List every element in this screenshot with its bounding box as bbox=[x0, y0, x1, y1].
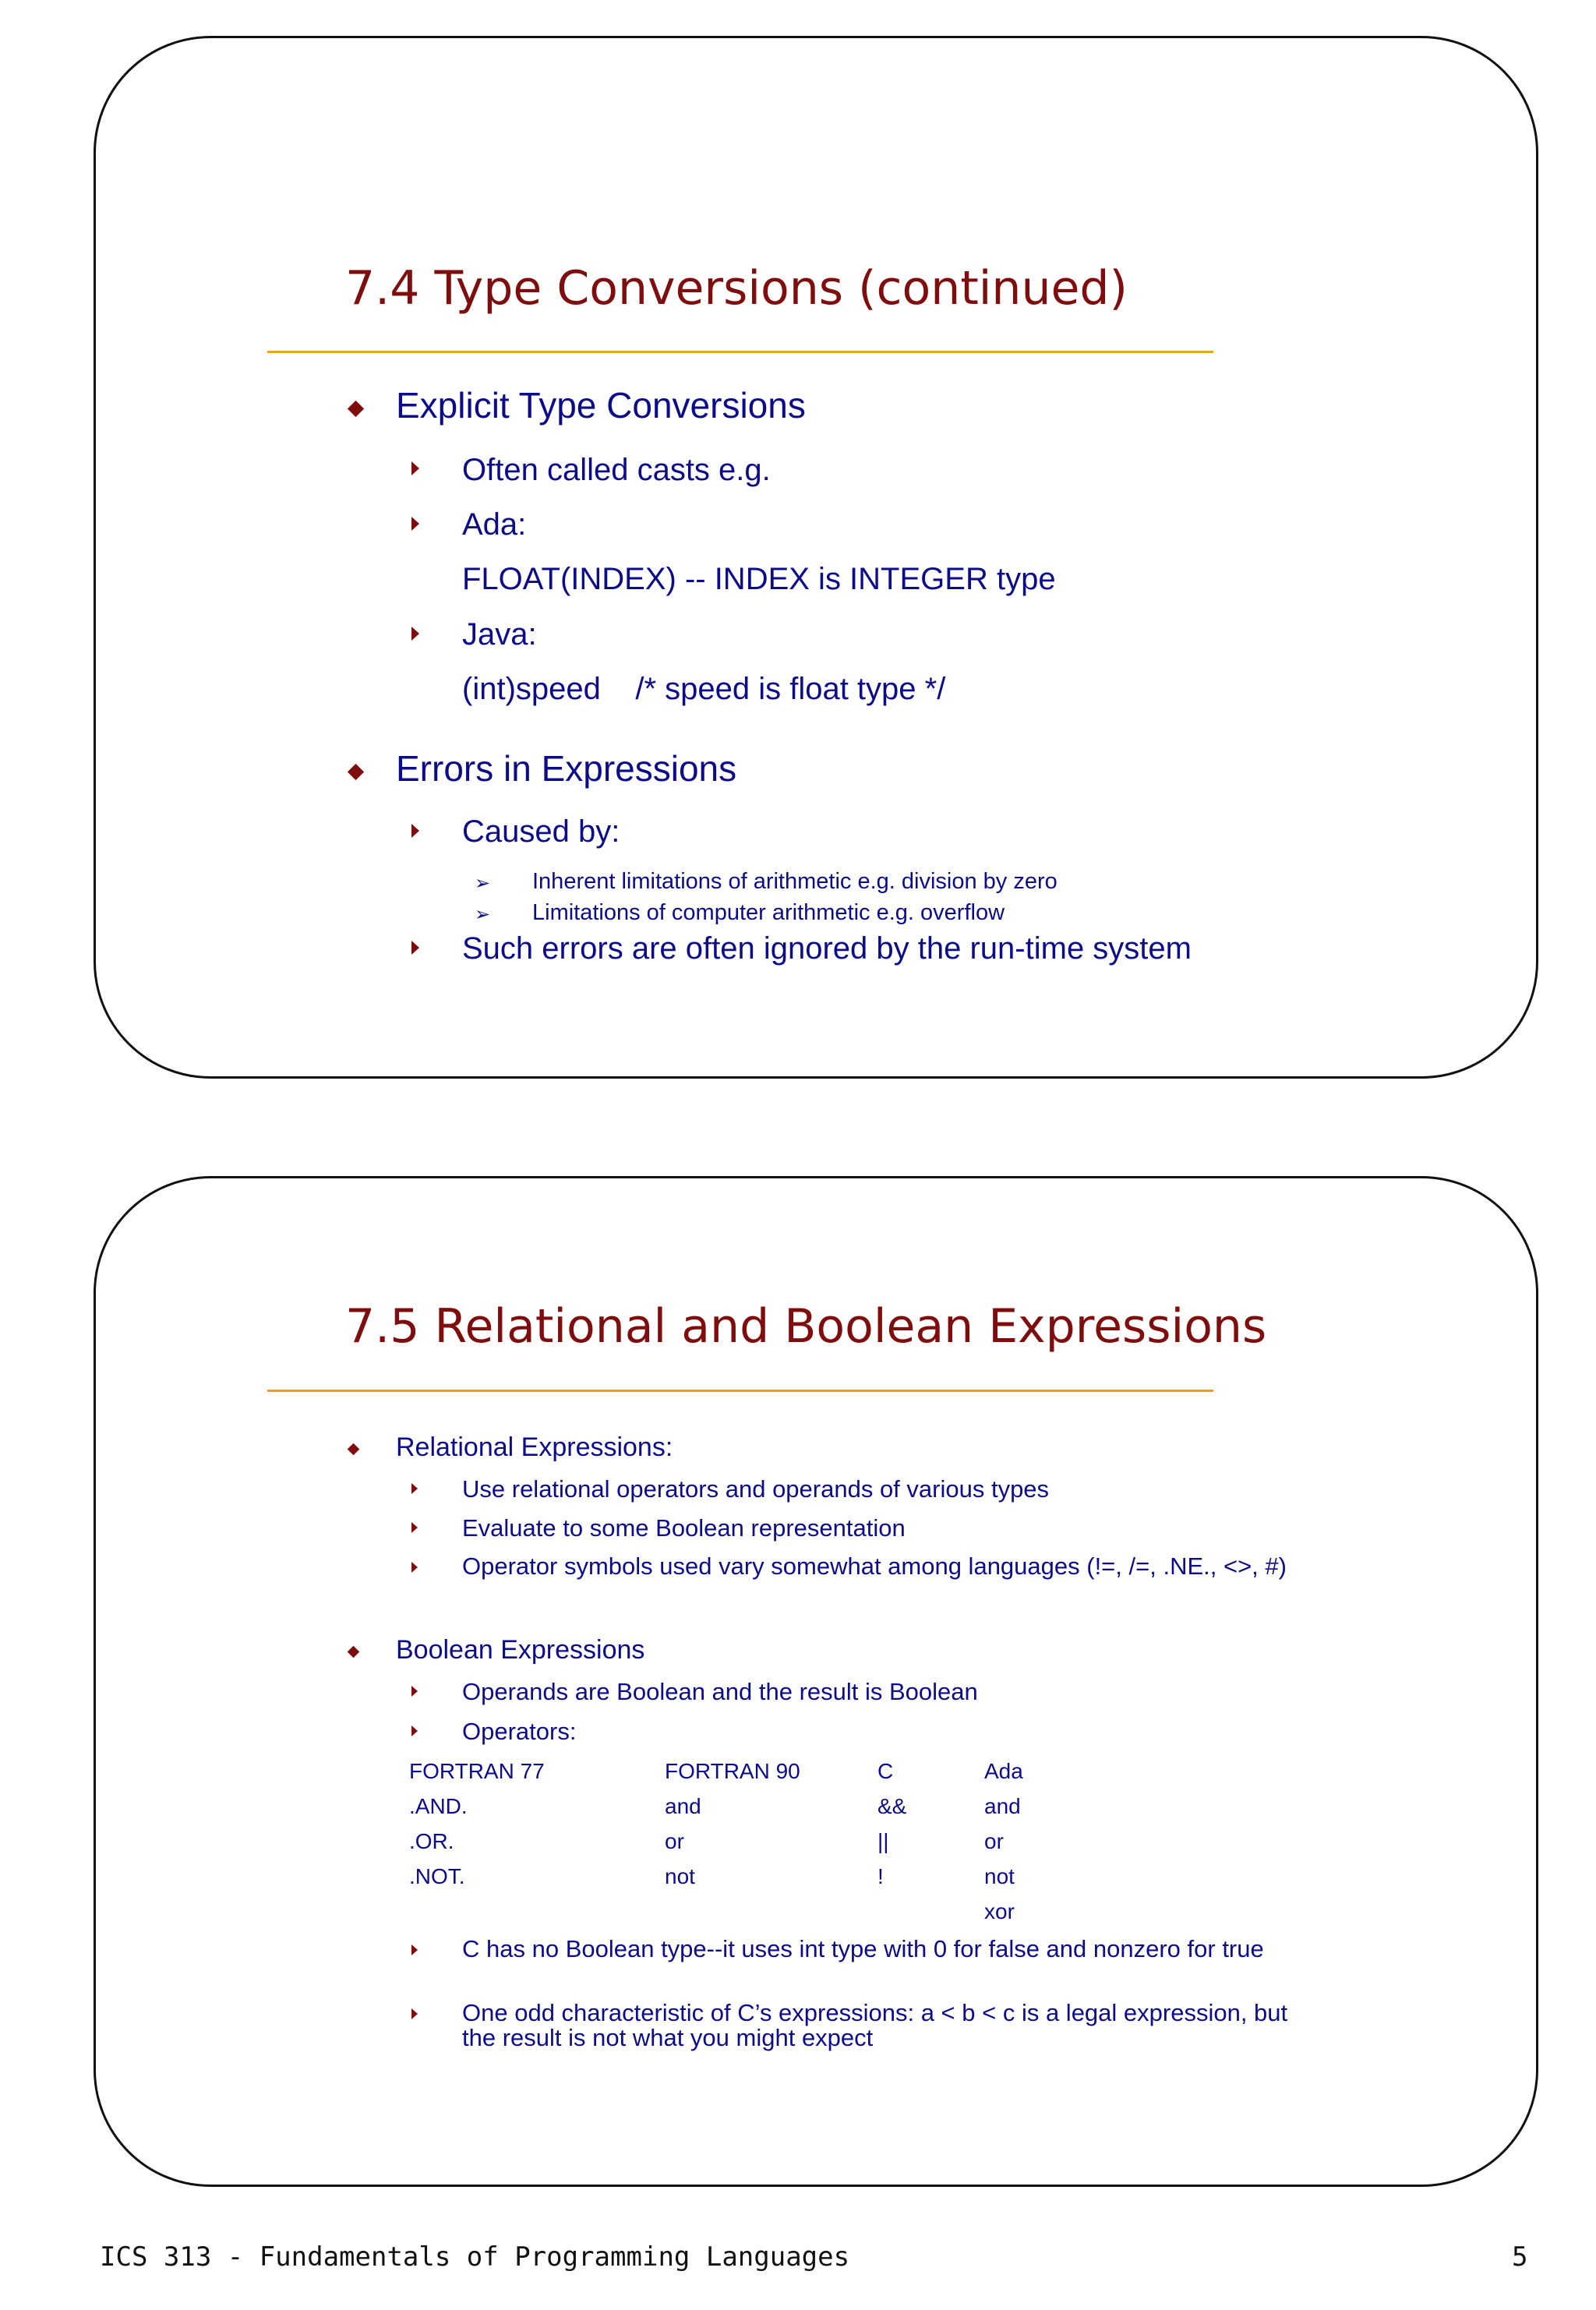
slide-title: 7.4 Type Conversions (continued) bbox=[345, 261, 1128, 316]
table-cell: or bbox=[665, 1829, 684, 1853]
triangle-bullet-icon bbox=[411, 1483, 418, 1494]
triangle-bullet-icon bbox=[411, 1522, 418, 1533]
triangle-bullet-icon bbox=[411, 1686, 418, 1697]
page-number: 5 bbox=[1512, 2241, 1528, 2273]
table-cell: .NOT. bbox=[409, 1864, 465, 1888]
bool-item: Operators: bbox=[462, 1718, 577, 1745]
slide-type-conversions bbox=[94, 36, 1538, 1079]
table-cell: && bbox=[877, 1794, 907, 1818]
after-item: C has no Boolean type--it uses int type with 0 for false and nonzero for true bbox=[462, 1935, 1264, 1962]
table-header: C bbox=[877, 1759, 894, 1783]
slide-relational-boolean bbox=[94, 1176, 1538, 2187]
triangle-bullet-icon bbox=[411, 941, 419, 955]
subsub-computer-limitations: Limitations of computer arithmetic e.g. overflow bbox=[532, 900, 1005, 925]
triangle-bullet-icon bbox=[411, 1725, 418, 1736]
triangle-bullet-icon bbox=[411, 2008, 418, 2019]
sub-often-called-casts: Often called casts e.g. bbox=[462, 453, 771, 487]
table-cell: not bbox=[665, 1864, 695, 1888]
table-header: Ada bbox=[984, 1759, 1023, 1783]
triangle-bullet-icon bbox=[411, 1944, 418, 1955]
triangle-bullet-icon bbox=[411, 627, 419, 641]
code-ada-example: FLOAT(INDEX) -- INDEX is INTEGER type bbox=[462, 562, 1056, 596]
table-cell: .OR. bbox=[409, 1829, 454, 1853]
table-cell: or bbox=[984, 1829, 1004, 1853]
table-header: FORTRAN 77 bbox=[409, 1759, 545, 1783]
bullet-errors-in-expressions: Errors in Expressions bbox=[396, 748, 737, 789]
subsub-inherent-limitations: Inherent limitations of arithmetic e.g. division by zero bbox=[532, 869, 1058, 894]
table-cell: || bbox=[877, 1829, 889, 1853]
diamond-bullet-icon bbox=[348, 401, 364, 417]
title-underline bbox=[267, 351, 1213, 353]
sub-caused-by: Caused by: bbox=[462, 814, 620, 849]
diamond-bullet-icon bbox=[348, 764, 364, 780]
bullet-boolean-expressions: Boolean Expressions bbox=[396, 1635, 645, 1665]
rel-item: Use relational operators and operands of various types bbox=[462, 1475, 1050, 1503]
triangle-bullet-icon bbox=[411, 517, 419, 531]
footer-course-title: ICS 313 - Fundamentals of Programming Languages bbox=[100, 2241, 850, 2273]
triangle-bullet-icon bbox=[411, 1562, 418, 1573]
table-cell: not bbox=[984, 1864, 1015, 1888]
table-cell: and bbox=[665, 1794, 701, 1818]
arrowhead-bullet-icon: ➢ bbox=[475, 904, 491, 925]
table-cell: xor bbox=[984, 1899, 1015, 1923]
after-item: One odd characteristic of C’s expressions: a < b < c is a legal expression, but the result is not what you might expect bbox=[462, 1999, 1288, 2051]
diamond-bullet-icon bbox=[348, 1443, 360, 1456]
title-underline bbox=[267, 1390, 1213, 1392]
bullet-relational-expressions: Relational Expressions: bbox=[396, 1432, 673, 1462]
sub-ada: Ada: bbox=[462, 507, 527, 542]
table-cell: ! bbox=[877, 1864, 884, 1888]
code-java-example: (int)speed /* speed is float type */ bbox=[462, 672, 946, 706]
diamond-bullet-icon bbox=[348, 1646, 360, 1658]
table-cell: and bbox=[984, 1794, 1021, 1818]
arrowhead-bullet-icon: ➢ bbox=[475, 873, 491, 894]
bullet-explicit-type-conversions: Explicit Type Conversions bbox=[396, 385, 806, 426]
sub-java: Java: bbox=[462, 617, 537, 652]
bool-item: Operands are Boolean and the result is Boolean bbox=[462, 1678, 978, 1705]
sub-errors-ignored: Such errors are often ignored by the run-time system bbox=[462, 931, 1192, 966]
rel-item: Operator symbols used vary somewhat among languages (!=, /=, .NE., <>, #) bbox=[462, 1552, 1287, 1580]
triangle-bullet-icon bbox=[411, 461, 419, 475]
table-header: FORTRAN 90 bbox=[665, 1759, 800, 1783]
triangle-bullet-icon bbox=[411, 824, 419, 838]
rel-item: Evaluate to some Boolean representation bbox=[462, 1514, 906, 1542]
slide-title: 7.5 Relational and Boolean Expressions bbox=[345, 1299, 1267, 1354]
table-cell: .AND. bbox=[409, 1794, 468, 1818]
